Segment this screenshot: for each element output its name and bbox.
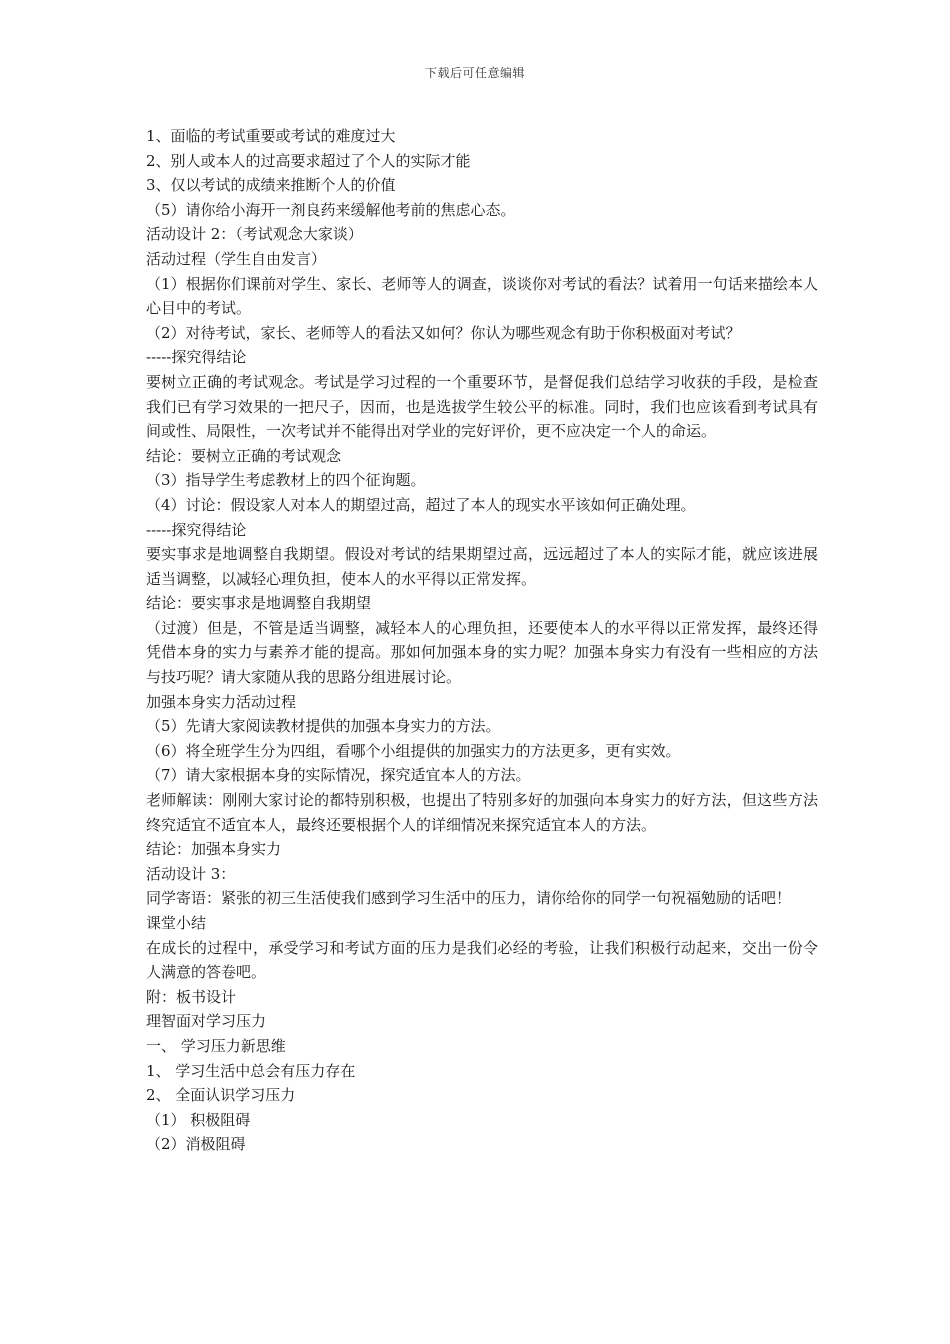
document-paragraph: （5）先请大家阅读教材提供的加强本身实力的方法。 xyxy=(146,717,501,736)
document-paragraph: 活动设计 2：（考试观念大家谈） xyxy=(146,225,363,244)
document-paragraph: （2）对待考试，家长、老师等人的看法又如何？你认为哪些观念有助于你积极面对考试？ xyxy=(146,323,741,342)
document-paragraph: 2、别人或本人的过高要求超过了个人的实际才能 xyxy=(146,151,471,170)
document-paragraph: （6）将全班学生分为四组，看哪个小组提供的加强实力的方法更多，更有实效。 xyxy=(146,741,681,760)
document-paragraph: （1）根据你们课前对学生、家长、老师等人的调查，谈谈你对考试的看法？试着用一句话来描绘本人心目中的考试。 xyxy=(146,274,818,318)
document-paragraph: 结论：要树立正确的考试观念 xyxy=(146,446,342,465)
document-paragraph: -----探究得结论 xyxy=(146,348,247,367)
document-paragraph: 一、 学习压力新思维 xyxy=(146,1036,286,1055)
document-paragraph: 同学寄语：紧张的初三生活使我们感到学习生活中的压力，请你给你的同学一句祝福勉励的话吧！ xyxy=(146,889,792,908)
document-paragraph: （4）讨论：假设家人对本人的期望过高，超过了本人的现实水平该如何正确处理。 xyxy=(146,495,696,514)
document-paragraph: 2、 全面认识学习压力 xyxy=(146,1086,296,1105)
document-paragraph: 3、仅以考试的成绩来推断个人的价值 xyxy=(146,176,396,195)
document-paragraph: 要实事求是地调整自我期望。假设对考试的结果期望过高，远远超过了本人的实际才能，就应该进展适当调整，以减轻心理负担，使本人的水平得以正常发挥。 xyxy=(146,545,818,588)
document-paragraph: 附：板书设计 xyxy=(146,987,237,1006)
document-paragraph: 1、面临的考试重要或考试的难度过大 xyxy=(146,127,396,145)
document-body xyxy=(146,124,818,1157)
document-paragraph: 结论：加强本身实力 xyxy=(146,840,282,859)
document-paragraph: （2）消极阻碍 xyxy=(146,1135,246,1154)
document-paragraph: 加强本身实力活动过程 xyxy=(146,692,297,711)
document-paragraph: 活动设计 3： xyxy=(146,864,236,883)
document-paragraph: 1、 学习生活中总会有压力存在 xyxy=(146,1061,356,1080)
document-paragraph: 结论：要实事求是地调整自我期望 xyxy=(146,594,372,613)
document-paragraph: （7）请大家根据本身的实际情况，探究适宜本人的方法。 xyxy=(146,766,531,785)
document-paragraph: -----探究得结论 xyxy=(146,520,247,539)
document-paragraph: 活动过程（学生自由发言） xyxy=(146,249,327,268)
document-paragraph: （过渡）但是，不管是适当调整，减轻本人的心理负担，还要使本人的水平得以正常发挥，最终还得凭借本身的实力与素养才能的提高。那如何加强本身的实力呢？加强本身实力有没有一些相应的方法与技巧呢？请大家随从我的思路分组进展讨论。 xyxy=(146,618,818,687)
document-paragraph: 要树立正确的考试观念。考试是学习过程的一个重要环节，是督促我们总结学习收获的手段，是检查我们已有学习效果的一把尺子，因而，也是选拔学生较公平的标准。同时，我们也应该看到考试具有间或性、局限性，一次考试并不能得出对学业的完好评价，更不应决定一个人的命运。 xyxy=(146,372,818,441)
document-paragraph: 在成长的过程中，承受学习和考试方面的压力是我们必经的考验，让我们积极行动起来，交出一份令人满意的答卷吧。 xyxy=(146,938,818,982)
document-paragraph: （5）请你给小海开一剂良药来缓解他考前的焦虑心态。 xyxy=(146,200,516,219)
document-paragraph: （1） 积极阻碍 xyxy=(146,1110,251,1129)
page-header: 下载后可任意编辑 xyxy=(424,66,525,80)
document-paragraph: （3）指导学生考虑教材上的四个征询题。 xyxy=(146,471,426,490)
document-paragraph: 课堂小结 xyxy=(146,914,207,932)
document-paragraph: 理智面对学习压力 xyxy=(146,1012,267,1031)
document-paragraph: 老师解读：刚刚大家讨论的都特别积极，也提出了特别多好的加强向本身实力的好方法，但这些方法终究适宜不适宜本人，最终还要根据个人的详细情况来探究适宜本人的方法。 xyxy=(146,791,818,834)
